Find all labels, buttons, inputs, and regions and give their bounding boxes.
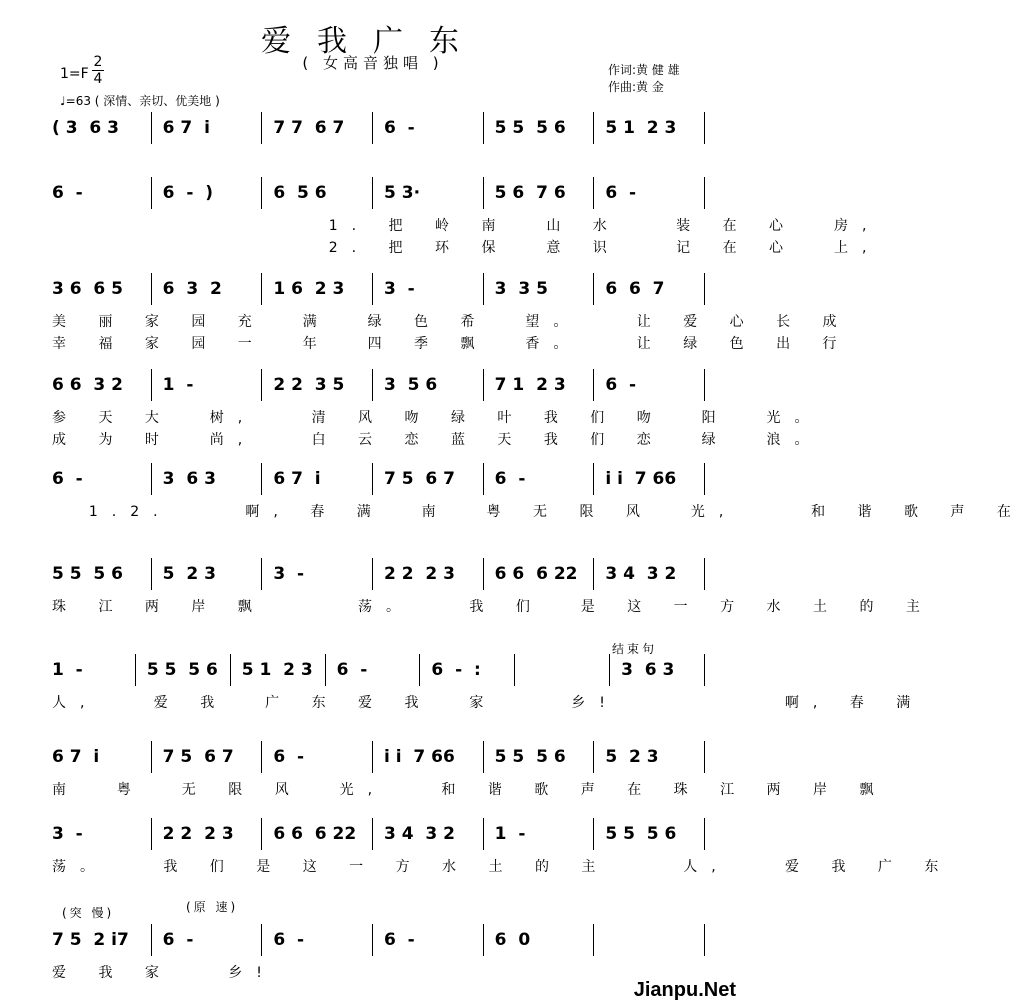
bar-line — [593, 112, 594, 144]
bar-line — [704, 463, 705, 495]
bar-line — [593, 924, 594, 956]
lyric-line: 美 丽 家 园 充 满 绿 色 希 望。 让 爱 心 长 成 — [52, 314, 851, 330]
bar-line — [483, 177, 484, 209]
measure: 7 5 6 7 — [384, 469, 455, 489]
measure: 5 5 5 6 — [494, 118, 566, 138]
bar-line — [483, 558, 484, 590]
bar-line — [261, 924, 262, 956]
bar-line — [151, 273, 152, 305]
measure: 6 6 7 — [605, 279, 665, 299]
measure: 6 7 i — [52, 747, 100, 767]
measure: 6 - — [162, 930, 194, 950]
measure: 5 6 7 6 — [494, 183, 566, 203]
measure: 6 - — [52, 183, 83, 203]
measure: 6 6 6 22 — [273, 824, 357, 844]
notation-row — [46, 183, 710, 207]
measure: 6 - — [384, 930, 415, 950]
bar-line — [372, 177, 373, 209]
measure: 3 4 3 2 — [605, 564, 677, 584]
measure: 7 5 2 i7 — [52, 930, 129, 950]
measure: 5 5 5 6 — [605, 824, 677, 844]
bar-line — [372, 112, 373, 144]
song-title: 爱我广东 — [261, 24, 485, 59]
measure: 3 6 6 5 — [52, 279, 123, 299]
measure: 6 6 6 22 — [494, 564, 578, 584]
measure: 6 6 3 2 — [52, 375, 123, 395]
measure: 6 7 i — [273, 469, 321, 489]
measure: 6 - — [273, 747, 305, 767]
bar-line — [151, 741, 152, 773]
bar-line — [483, 741, 484, 773]
measure: 6 - — [494, 469, 526, 489]
bar-line — [230, 654, 231, 686]
bar-line — [325, 654, 326, 686]
measure: 1 - — [162, 375, 194, 395]
measure: 3 3 5 — [494, 279, 548, 299]
bar-line — [261, 112, 262, 144]
bar-line — [151, 177, 152, 209]
measure: 5 1 2 3 — [605, 118, 677, 138]
measure: 6 0 — [494, 930, 531, 950]
quarter-note-icon: ♩ — [60, 94, 66, 108]
measure: 6 - : — [431, 660, 481, 680]
bar-line — [704, 924, 705, 956]
lyric-line: 成 为 时 尚, 白 云 恋 蓝 天 我 们 恋 绿 浪。 — [52, 432, 823, 448]
measure: 2 2 2 3 — [162, 824, 234, 844]
measure: 6 - — [384, 118, 415, 138]
lyric-line: 珠 江 两 岸 飘 荡。 我 们 是 这 一 方 水 土 的 主 — [52, 599, 934, 615]
measure: 7 1 2 3 — [494, 375, 566, 395]
bar-line — [372, 924, 373, 956]
bar-line — [704, 369, 705, 401]
bar-line — [704, 273, 705, 305]
bar-line — [419, 654, 420, 686]
measure: 5 5 5 6 — [146, 660, 218, 680]
measure: 7 7 6 7 — [273, 118, 345, 138]
measure: 6 - — [273, 930, 305, 950]
bar-line — [593, 177, 594, 209]
bar-line — [372, 463, 373, 495]
measure: 6 - — [605, 375, 637, 395]
bar-line — [151, 463, 152, 495]
measure: 2 2 3 5 — [273, 375, 345, 395]
bar-line — [261, 463, 262, 495]
bar-line — [372, 369, 373, 401]
ending-annotation: 结束句 — [612, 642, 658, 656]
credits — [608, 62, 680, 96]
time-signature — [92, 55, 104, 86]
bar-line — [704, 818, 705, 850]
measure: 6 5 6 — [273, 183, 327, 203]
lyric-line: 参 天 大 树, 清 风 吻 绿 叶 我 们 吻 阳 光。 — [52, 410, 823, 426]
bar-line — [514, 654, 515, 686]
watermark: Jianpu.Net — [633, 979, 736, 1001]
meter-bottom: 4 — [93, 71, 103, 87]
lyric-line: 1.2. 啊, 春 满 南 粤 无 限 风 光, 和 谐 歌 声 在 — [52, 504, 1025, 520]
measure: 3 - — [384, 279, 415, 299]
bar-line — [151, 924, 152, 956]
measure: 2 2 2 3 — [384, 564, 455, 584]
bar-line — [261, 177, 262, 209]
original-tempo-annotation: (原 速) — [186, 900, 239, 914]
lyric-line: 南 粤 无 限 风 光, 和 谐 歌 声 在 珠 江 两 岸 飘 — [52, 782, 888, 798]
bar-line — [483, 818, 484, 850]
bar-line — [483, 369, 484, 401]
measure: 5 1 2 3 — [241, 660, 313, 680]
measure: 6 - — [52, 469, 83, 489]
song-subtitle: ( 女高音独唱 ) — [302, 54, 444, 72]
bar-line — [704, 654, 705, 686]
measure: 1 - — [494, 824, 526, 844]
bar-line — [151, 558, 152, 590]
bar-line — [483, 273, 484, 305]
notation-row — [46, 118, 710, 142]
lyric-line: 爱 我 家 乡! — [52, 965, 276, 981]
bar-line — [151, 369, 152, 401]
bar-line — [483, 463, 484, 495]
measure: 5 5 5 6 — [52, 564, 123, 584]
tempo-text: =63 ( 深情、亲切、优美地 ) — [65, 94, 220, 108]
slow-annotation: (突 慢) — [62, 906, 115, 920]
notation-row — [46, 824, 710, 848]
measure: 5 3· — [384, 183, 421, 203]
measure: 3 6 3 — [621, 660, 675, 680]
measure: i i 7 66 — [384, 747, 455, 767]
lyric-line: 2. 把 环 保 意 识 记 在 心 上, — [52, 240, 881, 256]
bar-line — [151, 818, 152, 850]
tempo-marking — [60, 92, 220, 109]
measure: 3 6 3 — [162, 469, 216, 489]
bar-line — [151, 112, 152, 144]
bar-line — [593, 741, 594, 773]
measure: i i 7 66 — [605, 469, 677, 489]
lyricist: 作词:黄 健 雄 — [608, 63, 680, 77]
bar-line — [704, 558, 705, 590]
bar-line — [372, 558, 373, 590]
bar-line — [593, 369, 594, 401]
notation-row — [46, 564, 710, 588]
bar-line — [372, 818, 373, 850]
bar-line — [593, 273, 594, 305]
notation-row — [46, 375, 710, 399]
measure: 1 6 2 3 — [273, 279, 345, 299]
lyric-line: 1. 把 岭 南 山 水 装 在 心 房, — [52, 218, 881, 234]
notation-row — [46, 930, 710, 954]
measure: 5 2 3 — [605, 747, 659, 767]
notation-row — [46, 660, 710, 684]
bar-line — [593, 558, 594, 590]
measure: 6 - — [336, 660, 368, 680]
bar-line — [483, 924, 484, 956]
notation-row — [46, 469, 710, 493]
bar-line — [593, 463, 594, 495]
measure: 5 5 5 6 — [494, 747, 566, 767]
measure: 6 - — [605, 183, 637, 203]
measure: 6 7 i — [162, 118, 210, 138]
notation-row — [46, 747, 710, 771]
lyric-line: 幸 福 家 园 一 年 四 季 飘 香。 让 绿 色 出 行 — [52, 336, 851, 352]
measure: 6 - ) — [162, 183, 213, 203]
measure: 3 5 6 — [384, 375, 438, 395]
bar-line — [704, 112, 705, 144]
bar-line — [135, 654, 136, 686]
measure: ( 3 6 3 — [52, 118, 119, 138]
measure: 3 - — [273, 564, 305, 584]
meter-top: 2 — [93, 54, 103, 70]
bar-line — [261, 741, 262, 773]
key-signature: 1=F — [60, 66, 89, 82]
lyric-line: 荡。 我 们 是 这 一 方 水 土 的 主 人, 爱 我 广 东 — [52, 859, 953, 875]
bar-line — [609, 654, 610, 686]
bar-line — [593, 818, 594, 850]
lyric-line: 人, 爱 我 广 东 爱 我 家 乡! 啊, 春 满 — [52, 695, 925, 711]
bar-line — [704, 741, 705, 773]
bar-line — [261, 558, 262, 590]
composer: 作曲:黄 金 — [608, 80, 664, 94]
bar-line — [372, 741, 373, 773]
measure: 6 3 2 — [162, 279, 222, 299]
bar-line — [483, 112, 484, 144]
measure: 1 - — [52, 660, 83, 680]
bar-line — [261, 818, 262, 850]
measure: 7 5 6 7 — [162, 747, 234, 767]
bar-line — [261, 369, 262, 401]
bar-line — [704, 177, 705, 209]
measure: 3 4 3 2 — [384, 824, 455, 844]
measure: 3 - — [52, 824, 83, 844]
measure: 5 2 3 — [162, 564, 216, 584]
bar-line — [261, 273, 262, 305]
notation-row — [46, 279, 710, 303]
bar-line — [372, 273, 373, 305]
